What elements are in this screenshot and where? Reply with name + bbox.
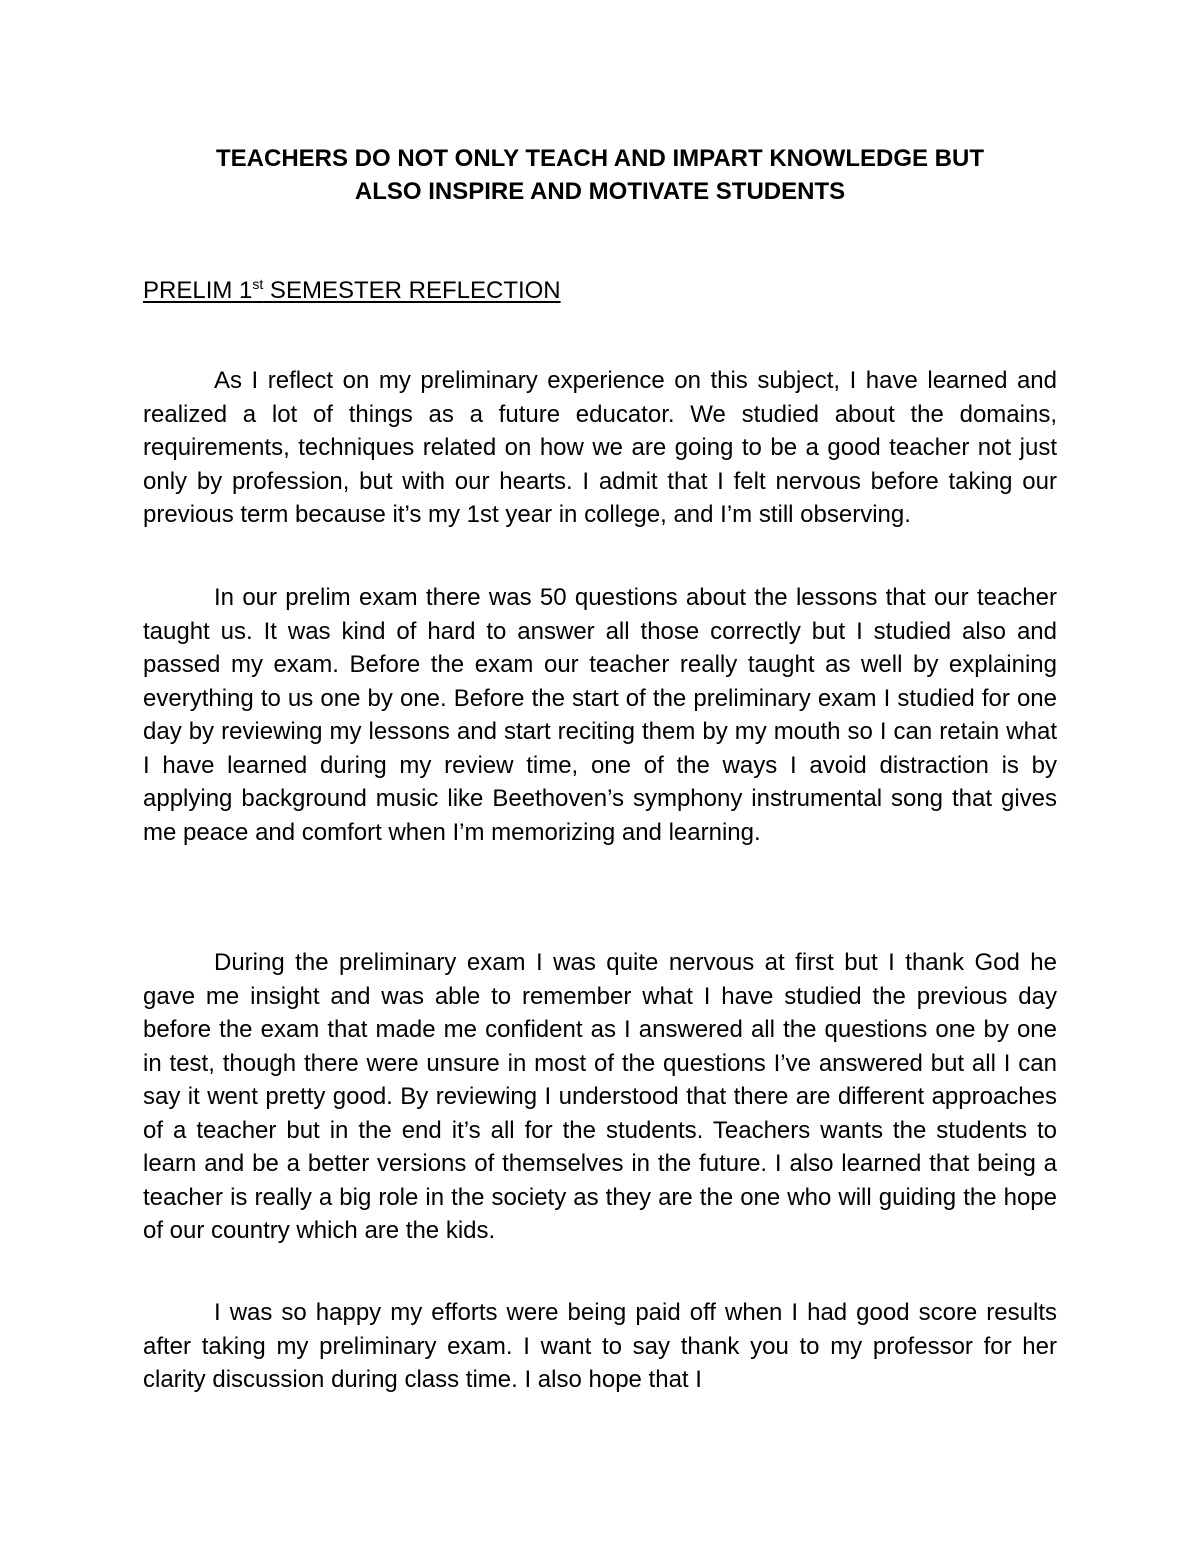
paragraph-4: I was so happy my efforts were being paid off when I had good score results after taking my preliminary exam. I want to say thank you to my professor for her clarity discussion during class time. I also hope that I (143, 1299, 1057, 1393)
section-heading-suffix: SEMESTER REFLECTION (263, 277, 561, 304)
paragraph-2: In our prelim exam there was 50 questions about the lessons that our teacher taught us. It was kind of hard to answer all those correctly but I studied also and passed my exam. Before the exam our teacher really taught as well by explaining everything to us one by one. Before the start of the preliminary exam I studied for one day by reviewing my lessons and start reciting them by my mouth so I can retain what I have learned during my review time, one of the ways I avoid distraction is by applying background music like Beethoven’s symphony instrumental song that gives me peace and comfort when I’m memorizing and learning. (143, 584, 1057, 846)
paragraph-1: As I reflect on my preliminary experience on this subject, I have learned and realized a lot of things as a future educator. We studied about the domains, requirements, techniques related on how we are going to be a good teacher not just only by profession, but with our hearts. I admit that I felt nervous before taking our previous term because it’s my 1st year in college, and I’m still observing. (143, 367, 1057, 528)
document-title (143, 142, 1057, 208)
title-line-1: TEACHERS DO NOT ONLY TEACH AND IMPART KNOWLEDGE BUT (215, 145, 984, 172)
section-heading-superscript: st (252, 276, 264, 292)
section-heading-prefix: PRELIM 1 (143, 277, 253, 304)
title-line-2: ALSO INSPIRE AND MOTIVATE STUDENTS (354, 178, 846, 205)
paragraph-3: During the preliminary exam I was quite nervous at first but I thank God he gave me insight and was able to remember what I have studied the previous day before the exam that made me confident as I answered all the questions one by one in test, though there were unsure in most of the questions I’ve answered but all I can say it went pretty good. By reviewing I understood that there are different approaches of a teacher but in the end it’s all for the students. Teachers wants the students to learn and be a better versions of themselves in the future. I also learned that being a teacher is really a big role in the society as they are the one who will guiding the hope of our country which are the kids. (143, 949, 1057, 1244)
section-heading (143, 274, 561, 307)
